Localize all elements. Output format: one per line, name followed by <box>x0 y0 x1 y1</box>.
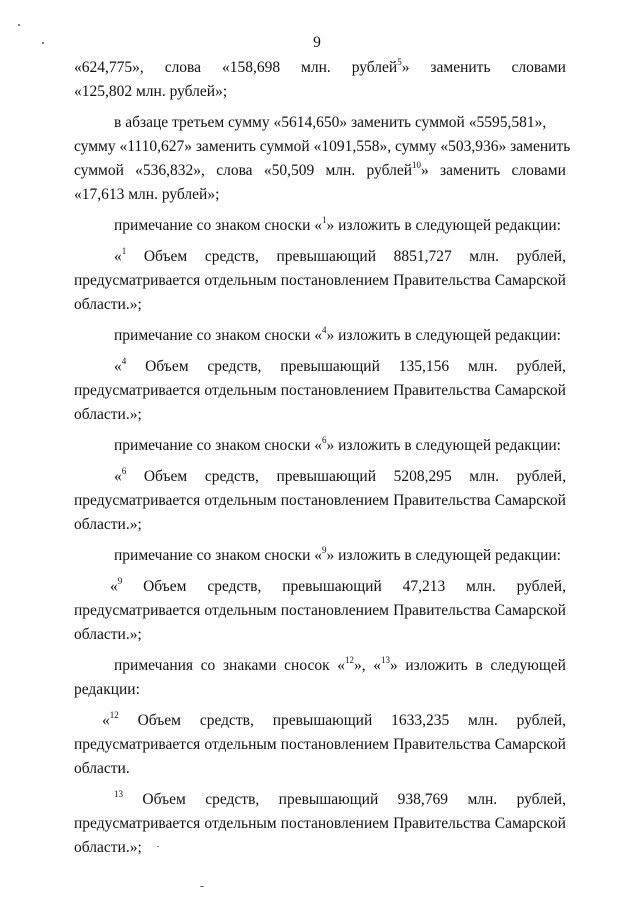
text-line <box>74 434 566 458</box>
text-line <box>74 324 566 348</box>
scan-speck <box>18 24 20 26</box>
word: Объем <box>142 791 186 808</box>
word: Самарской <box>494 382 566 399</box>
text-line <box>74 355 566 379</box>
word: Самарской <box>494 736 566 753</box>
paragraph <box>74 575 566 647</box>
paragraph <box>74 355 566 427</box>
word: рублей, <box>516 358 566 375</box>
word: знаками <box>222 657 277 674</box>
paragraph <box>74 214 566 238</box>
document-body <box>74 56 571 867</box>
word: Правительства <box>393 492 491 509</box>
word: рублей, <box>516 712 566 729</box>
word: 47,213 <box>402 578 446 595</box>
text-line <box>74 245 566 269</box>
word: примечание со знаком сноски «$^6$» изложить в следующей редакции: <box>114 434 561 454</box>
page-number: 9 <box>313 34 321 51</box>
word: примечание со знаком сноски «$^9$» изложить в следующей редакции: <box>114 544 561 564</box>
word: «$^{13}$» <box>373 654 398 674</box>
word: «$^{12}$», <box>337 654 366 674</box>
word: млн. <box>467 791 498 808</box>
word: Самарской <box>494 492 566 509</box>
text-line <box>74 214 566 238</box>
text-line <box>74 489 566 513</box>
text-line <box>74 599 566 623</box>
word: Объем <box>143 248 188 265</box>
text-line <box>74 293 566 317</box>
word: «158,698 <box>221 59 281 76</box>
word: рублей, <box>516 248 566 265</box>
paragraph <box>74 111 571 207</box>
text-line <box>74 465 566 489</box>
word: «$^9$ <box>110 575 123 595</box>
word: предусматривается <box>74 602 201 619</box>
word: млн. <box>325 162 356 179</box>
text-line <box>74 111 566 135</box>
word: области.»; <box>74 406 142 423</box>
text-line <box>74 56 566 80</box>
word: млн. <box>467 358 498 375</box>
word: отдельным <box>204 382 277 399</box>
text-line <box>74 709 566 733</box>
text-line <box>74 403 566 427</box>
word: 13 <box>114 788 123 799</box>
word: «$^1$ <box>114 245 127 265</box>
word: заменить <box>440 162 501 179</box>
word: Объем <box>143 578 187 595</box>
text-line <box>74 544 566 568</box>
word: Правительства <box>393 815 491 832</box>
word: предусматривается <box>74 382 201 399</box>
word: отдельным <box>204 602 277 619</box>
paragraph <box>74 465 566 537</box>
word: 8851,727 <box>393 248 452 265</box>
word: млн. <box>301 59 331 76</box>
word: области.»; <box>74 626 142 643</box>
word: «17,613 млн. рублей»; <box>74 186 220 203</box>
word: средств, <box>199 712 254 729</box>
word: области.»; <box>74 839 142 856</box>
word: отдельным <box>204 736 277 753</box>
word: заменить <box>430 59 491 76</box>
word: «50,509 <box>263 162 315 179</box>
word: в абзаце третьем сумму «5614,650» заменить суммой «5595,581», <box>114 114 547 131</box>
text-line <box>74 733 566 757</box>
text-line <box>74 513 566 537</box>
word: примечание со знаком сноски «$^1$» изложить в следующей редакции: <box>114 214 561 234</box>
paragraph <box>74 56 566 104</box>
word: предусматривается <box>74 272 201 289</box>
word: Самарской <box>494 272 566 289</box>
word: в <box>475 657 483 674</box>
word: со <box>200 657 216 674</box>
word: Правительства <box>393 602 491 619</box>
text-line <box>74 159 566 183</box>
word: примечания <box>114 657 194 674</box>
word: Правительства <box>393 382 491 399</box>
word: словами <box>511 162 566 179</box>
word: «$^4$ <box>114 355 127 375</box>
text-line <box>74 183 566 207</box>
word: превышающий <box>282 578 382 595</box>
word: превышающий <box>272 712 373 729</box>
text-line <box>74 757 566 781</box>
scan-speck <box>200 886 204 887</box>
word: предусматривается <box>74 492 201 509</box>
word: 938,769 <box>397 791 449 808</box>
word: «624,775», <box>74 59 144 76</box>
text-line <box>74 836 566 860</box>
word: Объем <box>145 358 189 375</box>
word: средств, <box>207 358 262 375</box>
word: млн. <box>469 468 500 485</box>
word: млн. <box>469 248 500 265</box>
scan-speck <box>42 42 44 44</box>
word: «125,802 млн. рублей»; <box>74 83 228 100</box>
word: 5208,295 <box>393 468 452 485</box>
scan-speck <box>157 846 159 847</box>
word: рублей$^5$» <box>351 56 410 76</box>
word: средств, <box>204 468 259 485</box>
paragraph <box>74 788 566 860</box>
text-line <box>74 788 566 812</box>
text-line <box>74 575 566 599</box>
word: постановлением <box>280 736 389 753</box>
word: Объем <box>143 468 188 485</box>
word: млн. <box>468 712 498 729</box>
word: сумму «1110,627» заменить суммой «1091,558», сумму «503,936» заменить <box>74 138 571 155</box>
text-line <box>74 654 566 678</box>
word: предусматривается <box>74 736 201 753</box>
word: отдельным <box>204 815 277 832</box>
word: слова <box>216 162 253 179</box>
text-line <box>74 269 566 293</box>
word: области.»; <box>74 516 142 533</box>
word: примечание со знаком сноски «$^4$» изложить в следующей редакции: <box>114 324 561 344</box>
word: рублей$^{10}$» <box>366 159 429 179</box>
word: превышающий <box>280 358 380 375</box>
paragraph <box>74 654 566 702</box>
paragraph <box>74 434 566 458</box>
word: млн. <box>466 578 496 595</box>
word: постановлением <box>280 815 389 832</box>
word: Правительства <box>393 272 491 289</box>
paragraph <box>74 245 566 317</box>
word: области.»; <box>74 296 142 313</box>
word: постановлением <box>280 602 389 619</box>
word: Самарской <box>494 815 566 832</box>
word: средств, <box>204 248 259 265</box>
word: слова <box>164 59 202 76</box>
word: «$^{12}$ <box>102 709 119 729</box>
word: рублей, <box>516 578 566 595</box>
word: средств, <box>205 791 260 808</box>
word: сносок <box>284 657 330 674</box>
word: области. <box>74 760 130 777</box>
word: рублей, <box>516 468 566 485</box>
word: суммой <box>74 162 124 179</box>
word: 135,156 <box>398 358 450 375</box>
text-line <box>74 379 566 403</box>
text-line <box>74 135 571 159</box>
word: постановлением <box>280 382 389 399</box>
word: Объем <box>137 712 181 729</box>
word: «$^6$ <box>114 465 127 485</box>
word: отдельным <box>204 272 277 289</box>
word: 1633,235 <box>391 712 450 729</box>
text-line <box>74 678 566 702</box>
word: превышающий <box>278 791 379 808</box>
text-line <box>74 623 566 647</box>
word: превышающий <box>276 468 377 485</box>
word: «536,832», <box>135 162 205 179</box>
word: постановлением <box>280 272 389 289</box>
paragraph <box>74 324 566 348</box>
word: редакции: <box>74 681 140 698</box>
word: рублей, <box>516 791 566 808</box>
paragraph <box>74 544 566 568</box>
word: предусматривается <box>74 815 201 832</box>
word: Самарской <box>494 602 566 619</box>
word: Правительства <box>393 736 491 753</box>
word: следующей <box>490 657 566 674</box>
word: отдельным <box>204 492 277 509</box>
word: постановлением <box>280 492 389 509</box>
text-line <box>74 80 566 104</box>
word: словами <box>511 59 566 76</box>
word: превышающий <box>276 248 377 265</box>
paragraph <box>74 709 566 781</box>
word: средств, <box>207 578 262 595</box>
text-line <box>74 812 566 836</box>
word: изложить <box>405 657 468 674</box>
